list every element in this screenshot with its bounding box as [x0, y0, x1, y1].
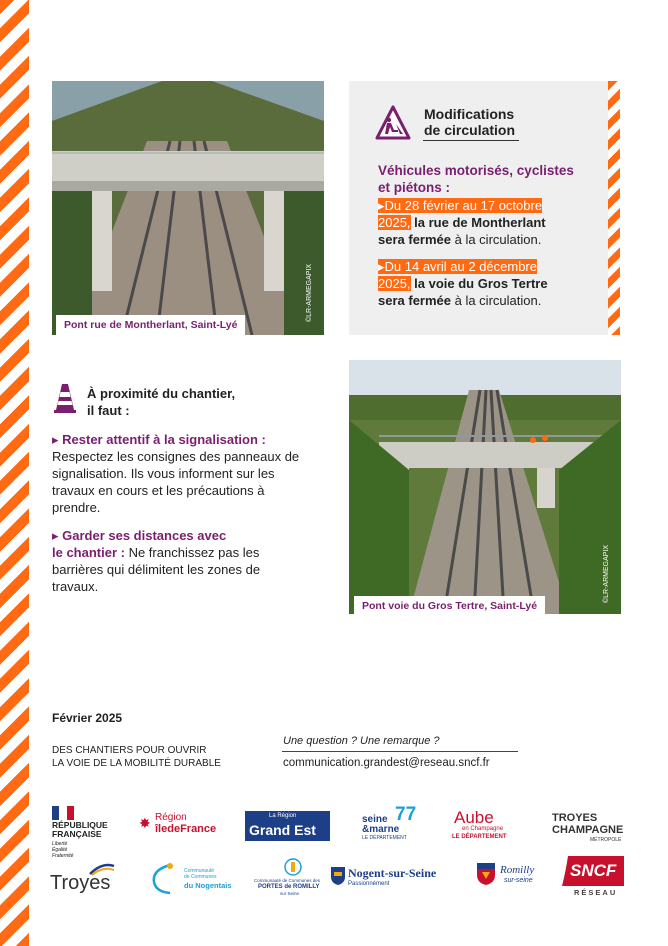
logo-republique-francaise: RÉPUBLIQUE FRANÇAISE Liberté Égalité Fraternité [52, 806, 122, 858]
logo-sncf-reseau: SNCF RÉSEAU [562, 856, 624, 898]
portes-romilly-emblem-icon [282, 858, 304, 876]
logo-region-ile-de-france: ✸ Région îledeFrance [139, 812, 217, 835]
guideline-distance: ▸ Garder ses distances avec le chantier : Ne franchissez pas les barrières qui délimitent les zones de travaux. [52, 528, 261, 594]
title-underline [423, 140, 519, 141]
logo-seine-et-marne: seine &marne 77 LE DÉPARTEMENT [362, 804, 417, 841]
photo-credit: ©LR-ARMEGAPIX [306, 263, 313, 322]
affected-users: Véhicules motorisés, cyclistes et piétons : [378, 163, 574, 195]
logo-romilly-sur-seine: Romilly sur-seine [476, 862, 546, 896]
photo-caption: Pont voie du Gros Tertre, Saint-Lyé [354, 596, 545, 616]
logo-troyes: Troyes [50, 862, 128, 898]
proximity-title: À proximité du chantier, il faut : [87, 386, 236, 418]
photo-montherlant-bridge [52, 81, 324, 335]
photo-caption: Pont rue de Montherlant, Saint-Lyé [56, 315, 245, 335]
hazard-stripe-left [0, 0, 29, 946]
logo-troyes-champagne-metropole: TROYES CHAMPAGNE MÉTROPOLE [552, 812, 624, 843]
logo-aube-en-champagne: Aube en Champagne LE DÉPARTEMENT [452, 808, 507, 840]
contact-question: Une question ? Une remarque ? [283, 735, 440, 747]
romilly-shield-icon [476, 862, 496, 886]
logo-nogent-sur-seine: Nogent-sur-Seine Passionnément [330, 866, 455, 896]
roadwork-sign-icon [374, 104, 412, 142]
slogan: DES CHANTIERS POUR OUVRIR LA VOIE DE LA MOBILITÉ DURABLE [52, 745, 221, 769]
publication-date: Février 2025 [52, 711, 123, 725]
closure-montherlant: ▸Du 28 février au 17 octobre 2025, la rue de Montherlant sera fermée à la circulation. [378, 198, 546, 247]
star-icon: ✸ [139, 815, 151, 831]
contact-underline [282, 751, 518, 752]
nogent-shield-icon [330, 866, 346, 886]
nogentais-arc-icon [150, 862, 174, 896]
hazard-stripe-right [608, 81, 620, 335]
closure-gros-tertre: ▸Du 14 avril au 2 décembre 2025, la voie du Gros Tertre sera fermée à la circulation. [378, 259, 548, 308]
logo-cc-nogentais: Communauté de Communes du Nogentais [150, 862, 235, 898]
logo-region-grand-est: La Région Grand Est [245, 811, 330, 841]
guideline-signals: ▸ Rester attentif à la signalisation : Respectez les consignes des panneaux de signalisation. Ils vous informent sur les travaux en cours et les précautions à prendre. [52, 432, 300, 515]
marianne-flag-icon [52, 806, 74, 820]
photo-gros-tertre-bridge [349, 360, 621, 614]
circulation-title: Modifications de circulation [424, 106, 516, 138]
photo-credit: ©LR-ARMEGAPIX [603, 544, 610, 603]
logo-cc-portes-de-romilly: Communauté de Communes des PORTES de ROMILLY sur Seine [254, 858, 334, 900]
contact-email-link[interactable]: communication.grandest@reseau.sncf.fr [283, 757, 490, 769]
traffic-cone-icon [54, 382, 76, 414]
